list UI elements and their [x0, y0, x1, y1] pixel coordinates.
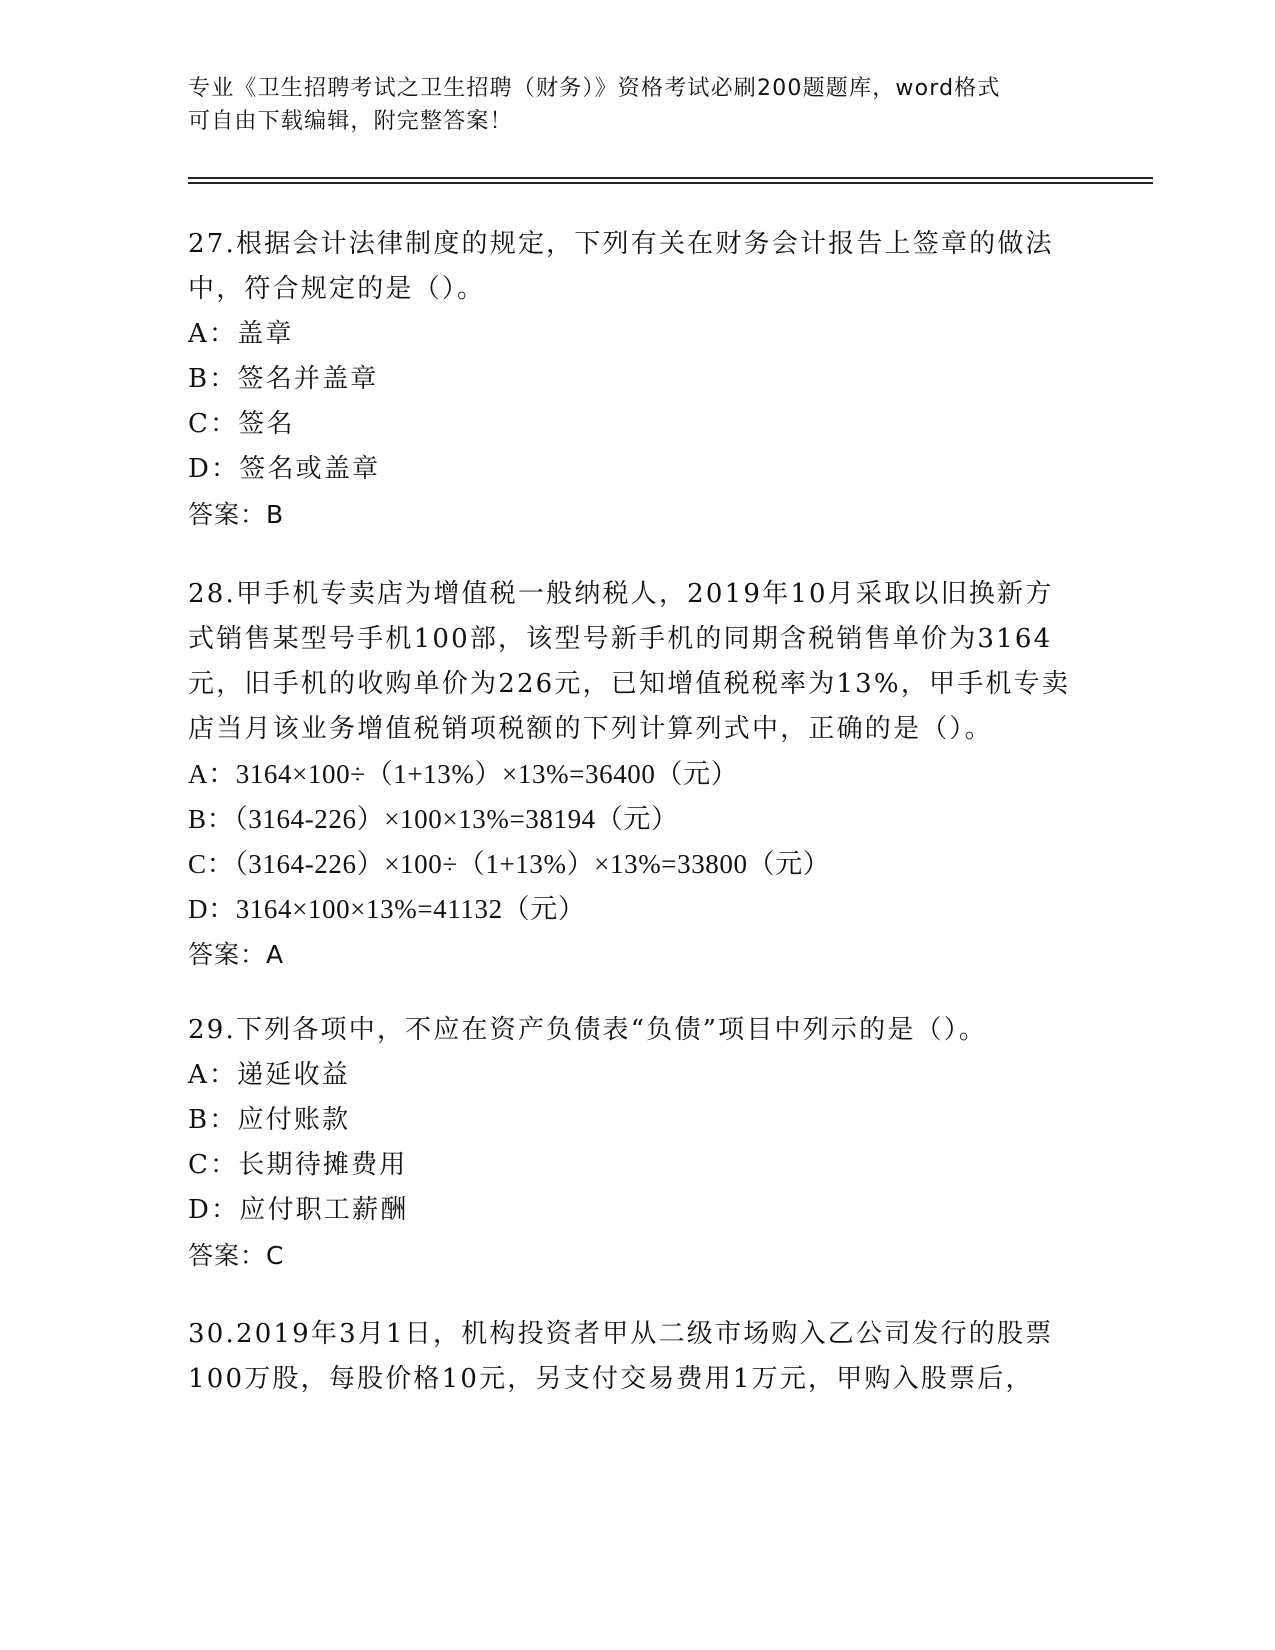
- option-b: B：应付账款: [188, 1105, 351, 1135]
- answer-line: 答案：B: [188, 500, 285, 529]
- question-stem: [188, 222, 1088, 312]
- document-header: [188, 72, 1068, 138]
- option-a: A：3164×100÷（1+13%）×13%=36400（元）: [188, 759, 739, 789]
- stem-line: 28.甲手机专卖店为增值税一般纳税人，2019年10月采取以旧换新方: [188, 579, 1054, 609]
- option-b: B：（3164-226）×100×13%=38194（元）: [188, 804, 679, 834]
- question-stem: [188, 1312, 1088, 1402]
- option-a: A：递延收益: [188, 1060, 350, 1090]
- answer-line: 答案：A: [188, 940, 285, 969]
- header-line: 专业《卫生招聘考试之卫生招聘（财务）》资格考试必刷200题题库，word格式: [188, 76, 1001, 101]
- header-divider: [188, 177, 1153, 179]
- stem-line: 式销售某型号手机100部，该型号新手机的同期含税销售单价为3164: [188, 624, 1053, 654]
- question-stem: [188, 1008, 1088, 1053]
- question-29: [188, 1008, 1088, 1278]
- header-line: 可自由下载编辑，附完整答案！: [188, 109, 513, 134]
- option-a: A：盖章: [188, 319, 294, 349]
- option-d: D：3164×100×13%=41132（元）: [188, 894, 586, 924]
- option-c: C：签名: [188, 409, 295, 439]
- option-d: D：签名或盖章: [188, 454, 381, 484]
- option-b: B：签名并盖章: [188, 364, 379, 394]
- stem-line: 元，旧手机的收购单价为226元，已知增值税税率为13%，甲手机专卖: [188, 669, 1071, 699]
- stem-line: 中，符合规定的是（）。: [188, 274, 486, 304]
- question-30: [188, 1312, 1088, 1402]
- stem-line: 30.2019年3月1日，机构投资者甲从二级市场购入乙公司发行的股票: [188, 1319, 1054, 1349]
- option-d: D：应付职工薪酬: [188, 1195, 409, 1225]
- stem-line: 店当月该业务增值税销项税额的下列计算列式中，正确的是（）。: [188, 714, 993, 744]
- option-c: C：（3164-226）×100÷（1+13%）×13%=33800（元）: [188, 849, 831, 879]
- stem-line: 27.根据会计法律制度的规定，下列有关在财务会计报告上签章的做法: [188, 229, 1054, 259]
- stem-line: 100万股，每股价格10元，另支付交易费用1万元，甲购入股票后，: [188, 1364, 1034, 1394]
- question-28: [188, 572, 1088, 977]
- answer-line: 答案：C: [188, 1241, 285, 1270]
- stem-line: 29.下列各项中，不应在资产负债表“负债”项目中列示的是（）。: [188, 1015, 988, 1045]
- question-27: [188, 222, 1088, 537]
- header-divider: [188, 182, 1153, 184]
- option-c: C：长期待摊费用: [188, 1150, 408, 1180]
- question-stem: [188, 572, 1088, 752]
